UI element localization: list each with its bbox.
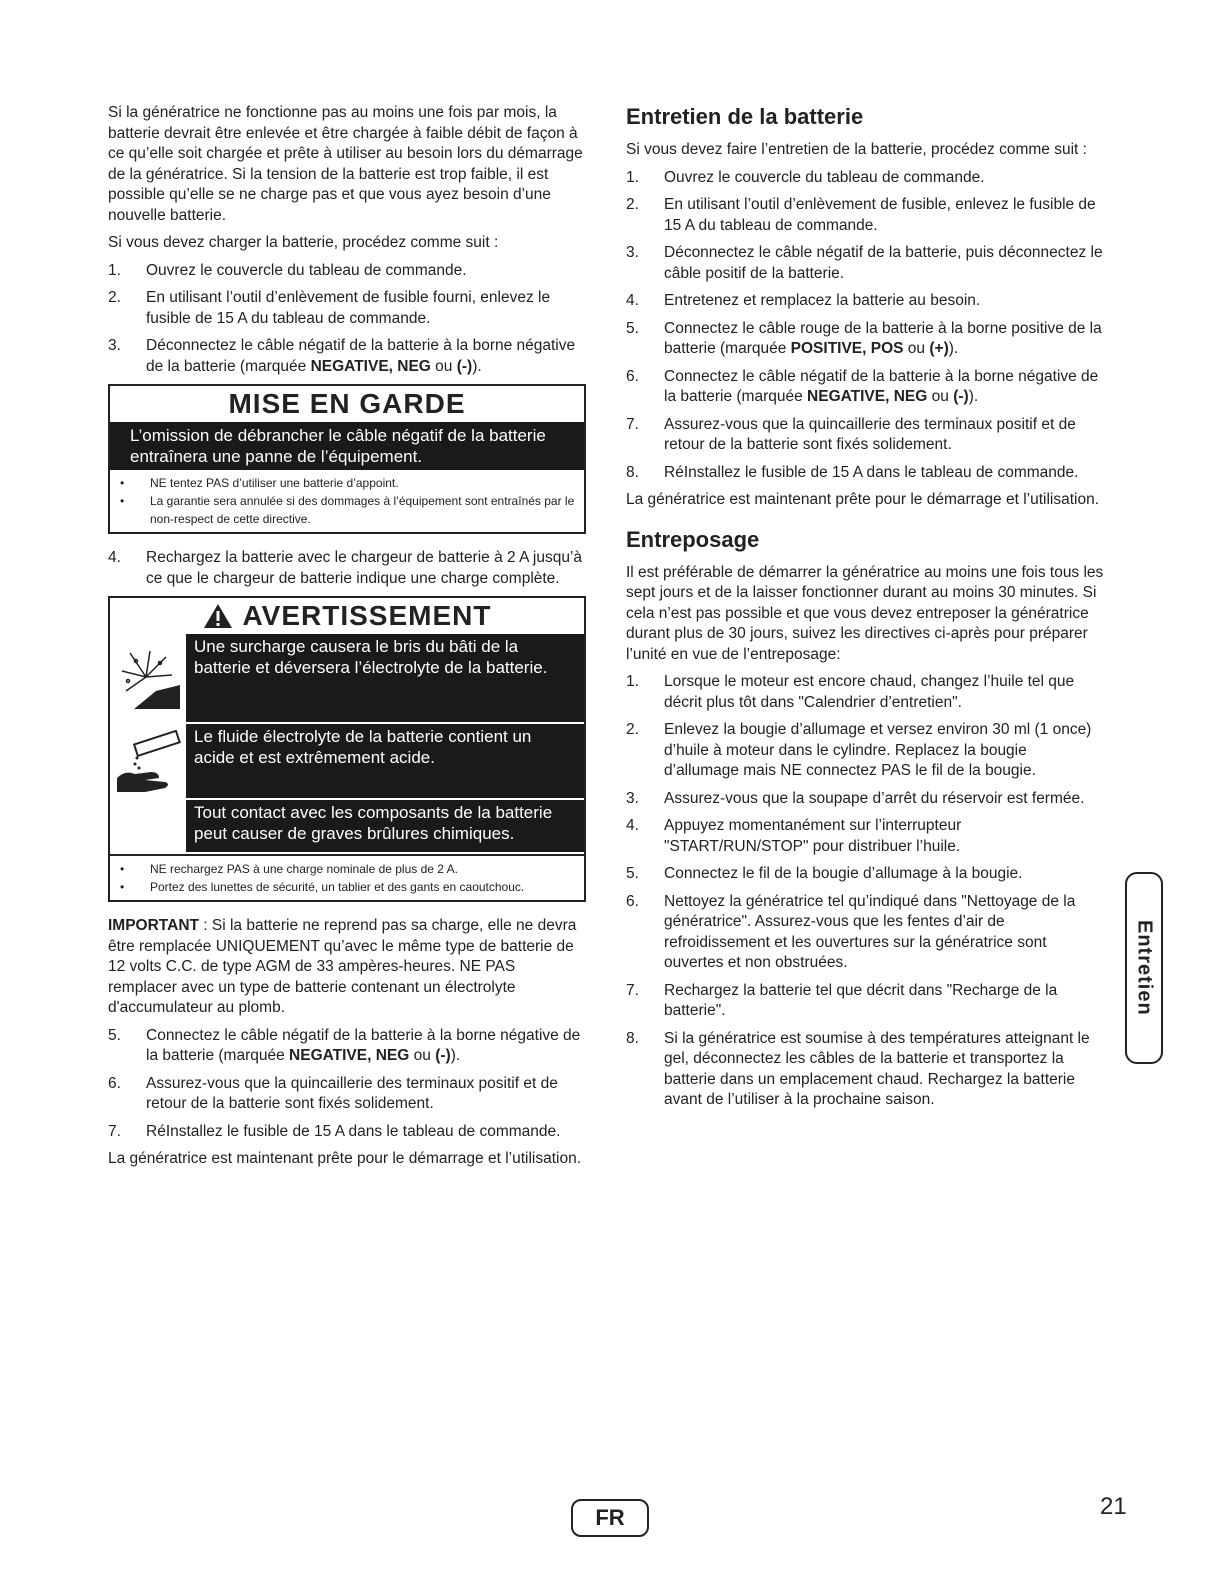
warning-row: Tout contact avec les composants de la batterie peut causer de graves brûlures chimiques. xyxy=(110,800,584,854)
charge-steps-a xyxy=(108,261,586,378)
list-item: 4. Entretenez et remplacez la batterie au besoin. xyxy=(626,292,981,309)
list-item: 2. En utilisant l’outil d’enlèvement de fusible, enlevez le fusible de 15 A du tableau de commande. xyxy=(626,196,1096,234)
entreposage-steps xyxy=(626,672,1104,1111)
list-item: 5. Connectez le fil de la bougie d’allumage à la bougie. xyxy=(626,865,1023,882)
list-item: 1. Ouvrez le couvercle du tableau de commande. xyxy=(626,168,985,186)
list-item: 7. RéInstallez le fusible de 15 A dans le tableau de commande. xyxy=(108,1122,561,1140)
list-item: 5. Connectez le câble rouge de la batterie à la borne positive de la batterie (marquée POSITIVE, POS ou (+)). xyxy=(626,319,1102,357)
list-item: 8. RéInstallez le fusible de 15 A dans le tableau de commande. xyxy=(626,463,1079,481)
heading-entreposage: Entreposage xyxy=(626,526,760,552)
left-column xyxy=(108,103,586,1177)
list-item: 7. Assurez-vous que la quincaillerie des terminaux positif et de retour de la batterie sont fixés solidement. xyxy=(626,415,1076,453)
caution-box xyxy=(108,384,586,534)
list-item: 8. Si la génératrice est soumise à des températures atteignant le gel, déconnectez les câbles de la batterie et transportez la batterie dans un emplacement chaud. Rechargez la batterie avant de l’utiliser à la prochaine saison. xyxy=(626,1029,1090,1108)
warning-title: AVERTISSEMENT xyxy=(110,598,584,634)
language-badge: FR xyxy=(571,1499,649,1537)
warning-list xyxy=(110,854,584,900)
list-item: 1. Ouvrez le couvercle du tableau de commande. xyxy=(108,261,467,279)
list-item: 5. Connectez le câble négatif de la batterie à la borne négative de la batterie (marquée NEGATIVE, NEG ou (-)). xyxy=(108,1026,581,1064)
entretien-outro: La génératrice est maintenant prête pour le démarrage et l’utilisation. xyxy=(626,491,1100,508)
page-number: 21 xyxy=(1100,1493,1127,1520)
warning-row: Le fluide électrolyte de la batterie contient un acide et est extrêmement acide. xyxy=(110,724,584,800)
caution-title: MISE EN GARDE xyxy=(228,388,466,419)
section-side-tab: Entretien xyxy=(1125,872,1163,1064)
list-item: 4. Appuyez momentanément sur l’interrupteur "START/RUN/STOP" pour distribuer l’huile. xyxy=(626,817,962,855)
entretien-intro: Si vous devez faire l’entretien de la batterie, procédez comme suit : xyxy=(626,141,1087,158)
list-item: 3. Assurez-vous que la soupape d’arrêt du réservoir est fermée. xyxy=(626,789,1085,807)
list-item: • La garantie sera annulée si des dommages à l’équipement sont entraînés par le non-respect de cette directive. xyxy=(120,494,575,526)
caution-banner: L’omission de débrancher le câble négatif de la batterie entraînera une panne de l’équipement. xyxy=(110,422,584,470)
list-item: 4. Rechargez la batterie avec le chargeur de batterie à 2 A jusqu’à ce que le chargeur de batterie indique une charge complète. xyxy=(108,549,582,587)
list-item: 6. Connectez le câble négatif de la batterie à la borne négative de la batterie (marquée NEGATIVE, NEG ou (-)). xyxy=(626,367,1099,405)
entretien-steps xyxy=(626,168,1104,484)
acid-hand-icon xyxy=(110,724,188,798)
list-item: 6. Nettoyez la génératrice tel qu’indiqué dans "Nettoyage de la génératrice". Assurez-vous que les fentes d’air de refroidissement et les ouvertures sur la génératrice sont ouvertes et non obstruées. xyxy=(626,892,1076,971)
intro-paragraph: Si la génératrice ne fonctionne pas au moins une fois par mois, la batterie devrait être enlevée et être chargée à faible débit de façon à ce qu’elle soit chargée et prête à utiliser au besoin lors du démarrage de la génératrice. Si la tension de la batterie est trop faible, il est possible qu’elle se ne charge pas et que vous ayez besoin d’une nouvelle batterie. xyxy=(108,104,583,224)
list-item: 7. Rechargez la batterie tel que décrit dans "Recharge de la batterie". xyxy=(626,981,1058,1019)
charge-intro: Si vous devez charger la batterie, procédez comme suit : xyxy=(108,234,499,251)
list-item: 3. Déconnectez le câble négatif de la batterie à la borne négative de la batterie (marquée NEGATIVE, NEG ou (-)). xyxy=(108,337,576,375)
list-item: • NE rechargez PAS à une charge nominale de plus de 2 A. xyxy=(120,862,458,876)
heading-entretien: Entretien de la batterie xyxy=(626,104,864,129)
list-item: • Portez des lunettes de sécurité, un tablier et des gants en caoutchouc. xyxy=(120,880,525,894)
right-column xyxy=(626,104,1104,1118)
warning-box xyxy=(108,596,586,902)
list-item: 1. Lorsque le moteur est encore chaud, changez l’huile tel que décrit plus tôt dans "Calendrier d’entretien". xyxy=(626,673,1075,711)
list-item: 3. Déconnectez le câble négatif de la batterie, puis déconnectez le câble positif de la batterie. xyxy=(626,244,1103,282)
entreposage-intro: Il est préférable de démarrer la génératrice au moins une fois tous les sept jours et de la laisser fonctionner durant au moins 30 minutes. Si cela n’est pas possible et que vous devez entreposer la génératrice durant plus de 30 jours, suivez les directives ci-après pour préparer l’unité en vue de l’entreposage: xyxy=(626,563,1104,663)
charge-steps-b xyxy=(108,1026,586,1143)
list-item: • NE tentez PAS d’utiliser une batterie d’appoint. xyxy=(120,476,399,490)
warning-row: Une surcharge causera le bris du bâti de la batterie et déversera l’électrolyte de la batterie. xyxy=(110,634,584,724)
important-note: IMPORTANT : Si la batterie ne reprend pas sa charge, elle ne devra être remplacée UNIQUEMENT qu’avec le même type de batterie de 12 volts C.C. de type AGM de 33 ampères-heures. NE PAS remplacer avec un type de batterie contenant un électrolyte d'accumulateur au plomb. xyxy=(108,917,577,1016)
outro-paragraph: La génératrice est maintenant prête pour le démarrage et l’utilisation. xyxy=(108,1150,582,1167)
explosion-icon xyxy=(110,634,188,722)
list-item: 6. Assurez-vous que la quincaillerie des terminaux positif et de retour de la batterie sont fixés solidement. xyxy=(108,1074,558,1112)
caution-list xyxy=(110,470,584,532)
list-item: 2. Enlevez la bougie d’allumage et versez environ 30 ml (1 once) d’huile à moteur dans le cylindre. Replacez la bougie d’allumage mais NE connectez PAS le fil de la bougie. xyxy=(626,721,1092,779)
list-item: 2. En utilisant l’outil d’enlèvement de fusible fourni, enlevez le fusible de 15 A du tableau de commande. xyxy=(108,289,551,327)
warning-triangle-icon xyxy=(203,603,233,629)
